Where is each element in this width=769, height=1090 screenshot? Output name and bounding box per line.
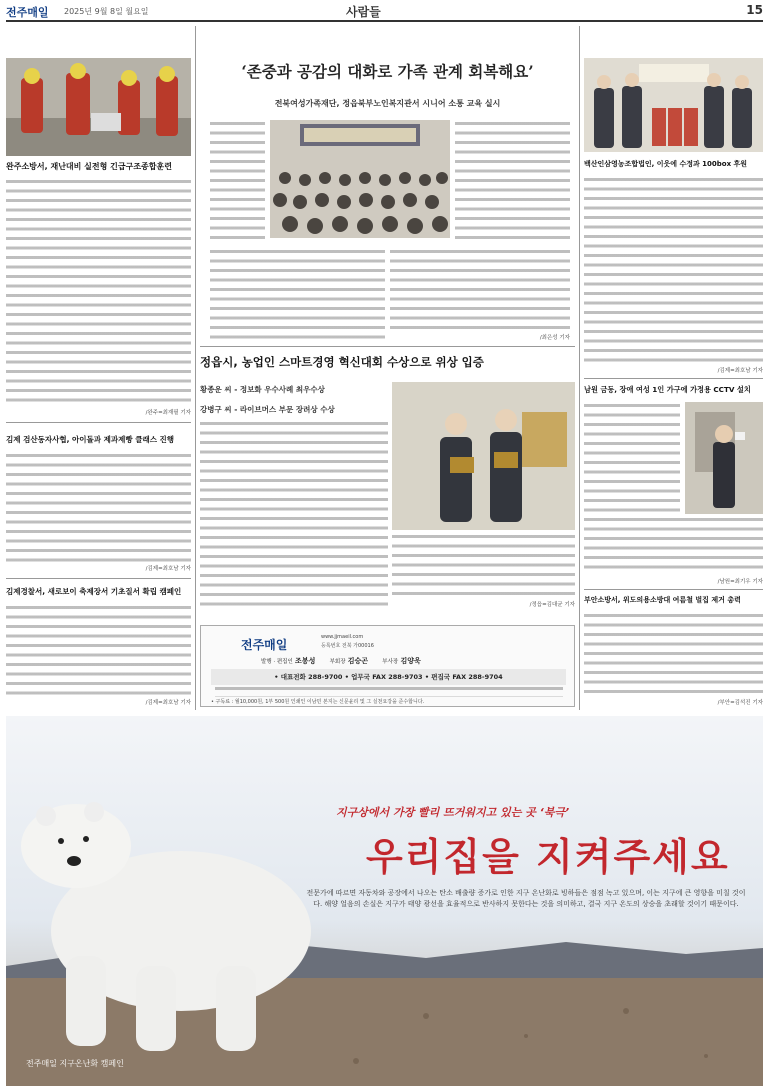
ad-slogan: 지구상에서 가장 빨리 뜨거워지고 있는 곳 ‘북극’ [336,806,570,819]
featured-article-body-col2 [455,122,570,244]
ad-body: 전문가에 따르면 자동차와 공장에서 나오는 탄소 배출량 증가로 인한 지구 온난화로 빙하들은 점점 녹고 있으며, 이는 지구에 큰 영향을 미칠 것이다. 해양 얼음의 손실은 지구가 태양 광선을 효율적으로 반사하지 못한다는 것을 의미하고, 결국 지구 온도의 상승을 초래할 것이기 때문이다. [306,889,746,908]
column-divider [195,26,196,710]
colophon-logo: 전주매일 [241,638,288,652]
center-article-2-byline: /정읍=김대균 기자 [529,602,575,608]
page-number: 15 [746,3,763,17]
divider [584,589,763,590]
center-article-2-body-col1 [200,422,388,612]
masthead [6,4,763,22]
colophon-staff: 발행 · 편집인 조봉성 부회장 김승곤 부사장 김양욱 [261,657,421,665]
featured-article-body-col3 [210,250,385,340]
left-article-3-byline: /김제=최호남 기자 [145,700,191,706]
left-article-2-body [6,454,191,562]
divider [584,378,763,379]
center-article-2-body-col2 [392,535,575,597]
center-article-2-sub1: 황종운 씨 - 정보화 우수사례 최우수상 [200,385,325,394]
right-article-3-byline: /부안=김석진 기자 [717,700,763,706]
center-article-2-sub2: 강병구 씨 - 라이브머스 부문 장려상 수상 [200,405,335,414]
cctv-installation-photo [685,402,763,514]
center-article-2-title: 정읍시, 농업인 스마트경영 혁신대회 수상으로 위상 입증 [200,355,484,369]
colophon-website: www.jjmaeil.com [321,634,364,640]
left-article-3-body [6,606,191,696]
featured-article-body-col4 [390,250,570,330]
left-article-3-title: 김제경찰서, 새로보이 축제장서 기초질서 확립 캠페인 [6,587,182,596]
featured-article-body-col1 [210,122,265,244]
left-article-1-body [6,180,191,405]
featured-article-subtitle: 전북여성가족재단, 정읍북부노인복지관서 시니어 소통 교육 실시 [274,99,501,108]
ad-caption: 전주매일 지구온난화 캠페인 [26,1059,124,1068]
colophon-registration: 등록번호 전북 가00016 [321,643,374,649]
seminar-audience-photo [270,120,450,238]
right-article-1-title: 백산인삼영농조합법인, 이웃에 수정과 100box 후원 [584,160,748,168]
column-divider [579,26,580,710]
newspaper-logo: 전주매일 [6,6,49,19]
climate-campaign-ad [6,716,763,1086]
right-article-2-byline: /남원=최기우 기자 [717,579,763,585]
colophon-phones: • 대표전화 288-9700 • 업무국 FAX 288-9703 • 편집국 FAX 288-9704 [211,669,566,685]
divider [200,346,575,347]
section-title: 사람들 [346,5,381,19]
left-article-1-title: 완주소방서, 재난대비 실전형 긴급구조종합훈련 [6,162,172,171]
colophon-price: • 구독료 : 월10,000원, 1부 500원 인쇄인 이남민 본지는 신문윤리 및 그 실천요강을 준수합니다. [211,699,425,705]
ad-headline: 우리집을 지켜주세요 [366,834,730,879]
right-article-2-body-bottom [584,518,763,573]
firefighter-training-photo [6,58,191,156]
colophon-directory [215,687,563,697]
featured-article-title: ‘존중과 공감의 대화로 가족 관계 회복해요’ [241,62,534,81]
divider [6,422,191,423]
right-article-1-byline: /김제=최호남 기자 [717,368,763,374]
right-article-2-body-top [584,404,680,514]
featured-article-byline: /최은성 기자 [539,335,570,341]
colophon [200,625,575,707]
divider [6,578,191,579]
right-article-1-body [584,178,763,363]
left-article-1-byline: /완주=최재필 기자 [145,410,191,416]
award-winners-photo [392,382,575,530]
right-article-3-body [584,614,763,696]
left-article-2-title: 김제 검산동자사협, 아이돌과 제과제빵 클래스 진행 [6,435,175,444]
left-article-2-byline: /김제=최호남 기자 [145,566,191,572]
donation-ceremony-photo [584,58,763,152]
right-article-2-title: 남원 금동, 장애 여성 1인 가구에 가정용 CCTV 설치 [584,385,751,394]
issue-date: 2025년 9월 8일 월요일 [64,7,149,16]
right-article-3-title: 부안소방서, 위도의용소방대 여름철 벌집 제거 총력 [584,596,741,604]
